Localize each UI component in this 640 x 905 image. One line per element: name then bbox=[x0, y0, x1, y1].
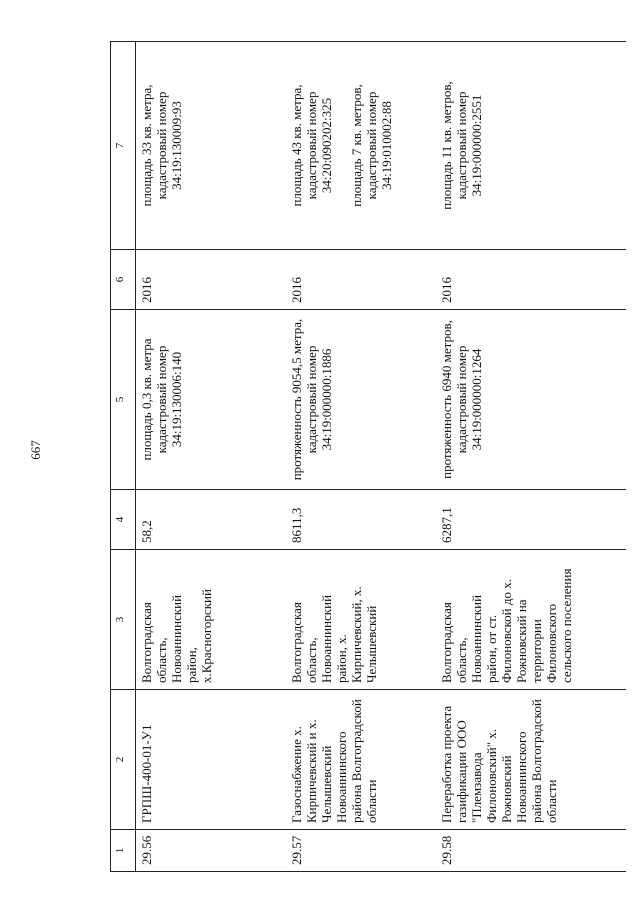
row-number: 29.56 bbox=[136, 830, 286, 872]
object-year: 2016 bbox=[286, 250, 436, 310]
table-row bbox=[136, 42, 286, 872]
land-info-text: площадь 33 кв. метра, кадастровый номер 34:19:130009:93 bbox=[139, 84, 184, 207]
land-info-text-2: площадь 7 кв. метров, кадастровый номер 34:19:010002:88 bbox=[348, 84, 394, 207]
header-col-3: 3 bbox=[111, 550, 136, 690]
land-info-text: площадь 43 кв. метра, кадастровый номер 34:20:090202:325 bbox=[288, 84, 334, 207]
object-characteristics: площадь 0,3 кв. метра кадастровый номер 34:19:130006:140 bbox=[136, 310, 286, 490]
object-location: Волгоградская область, Новоаннинский район, х. Кирпичевский, х. Челышевский bbox=[286, 550, 436, 690]
row-number: 29.57 bbox=[286, 830, 436, 872]
object-characteristics: протяженность 6940 метров, кадастровый номер 34:19:000000:1264 bbox=[436, 310, 626, 490]
object-location: Волгоградская область, Новоаннинский район, х.Красногорский bbox=[136, 550, 286, 690]
land-info bbox=[136, 42, 286, 250]
object-year: 2016 bbox=[136, 250, 286, 310]
table-row bbox=[436, 42, 626, 872]
object-value: 6287,1 bbox=[436, 490, 626, 550]
header-col-4: 4 bbox=[111, 490, 136, 550]
rotated-table-container bbox=[110, 0, 640, 865]
table-row bbox=[286, 42, 436, 872]
object-value: 8611,3 bbox=[286, 490, 436, 550]
header-col-1: 1 bbox=[111, 830, 136, 872]
land-info bbox=[286, 42, 436, 250]
object-location: Волгоградская область, Новоаннинский район, от ст. Филоновской до х. Рожновский на территории Филоновского сельского поселения bbox=[436, 550, 626, 690]
header-col-2: 2 bbox=[111, 690, 136, 830]
object-name: Переработка проекта газификации ООО "Племзавода Филоновский" х. Рожновский Новоаннинского района Волгоградской области bbox=[436, 690, 626, 830]
header-col-7: 7 bbox=[111, 42, 136, 250]
object-characteristics: протяженность 9054,5 метра, кадастровый номер 34:19:000000:1886 bbox=[286, 310, 436, 490]
header-col-6: 6 bbox=[111, 250, 136, 310]
object-year: 2016 bbox=[436, 250, 626, 310]
page-number: 667 bbox=[28, 440, 43, 460]
property-table bbox=[110, 41, 626, 872]
header-col-5: 5 bbox=[111, 310, 136, 490]
row-number: 29.58 bbox=[436, 830, 626, 872]
object-name: ГРПШ-400-01-У1 bbox=[136, 690, 286, 830]
header-row bbox=[111, 42, 136, 872]
land-info-text: площадь 11 кв. метров, кадастровый номер 34:19:000000:2551 bbox=[438, 81, 484, 210]
object-value: 58,2 bbox=[136, 490, 286, 550]
object-name: Газоснабжение х. Кирпичевский и х. Челышевский Новоаннинского района Волгоградской области bbox=[286, 690, 436, 830]
land-info bbox=[436, 42, 626, 250]
